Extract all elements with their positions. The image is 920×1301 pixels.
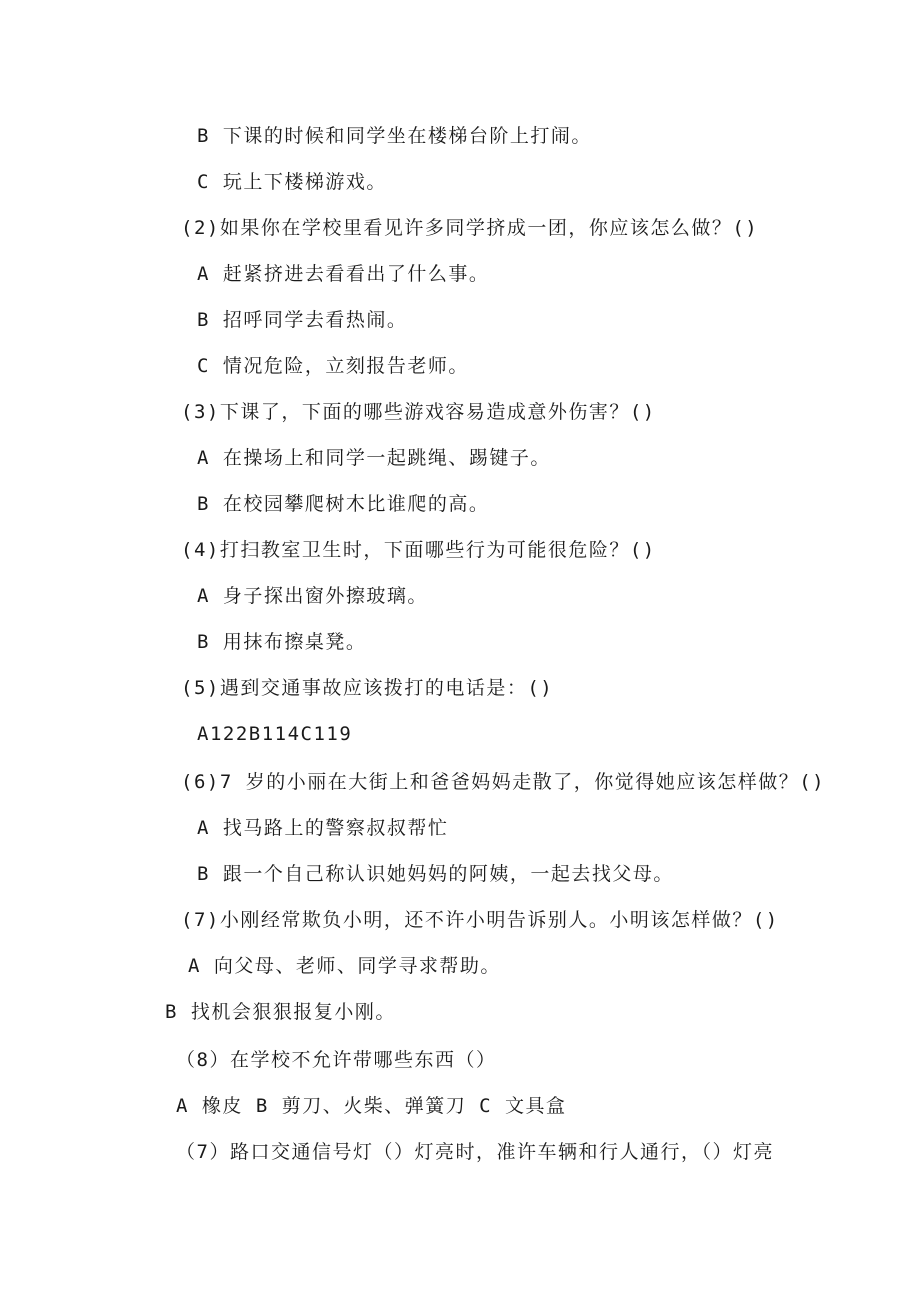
question-line: (5)遇到交通事故应该拨打的电话是：(): [181, 677, 554, 699]
question-line: （7）路口交通信号灯（）灯亮时，准许车辆和行人通行，（）灯亮: [176, 1141, 774, 1163]
option-line: A 在操场上和同学一起跳绳、踢键子。: [197, 447, 551, 469]
question-line: （8）在学校不允许带哪些东西（）: [176, 1049, 497, 1071]
option-line: B 用抹布擦桌凳。: [197, 631, 367, 653]
option-line: B 跟一个自己称认识她妈妈的阿姨，一起去找父母。: [197, 863, 674, 885]
question-line: (6)7 岁的小丽在大街上和爸爸妈妈走散了，你觉得她应该怎样做？(): [181, 771, 826, 793]
question-line: (7)小刚经常欺负小明，还不许小明告诉别人。小明该怎样做？(): [181, 909, 779, 931]
question-line: (4)打扫教室卫生时，下面哪些行为可能很危险？(): [181, 539, 656, 561]
option-line: A 橡皮 B 剪刀、火柴、弹簧刀 C 文具盒: [176, 1095, 567, 1117]
option-line: A 找马路上的警察叔叔帮忙: [197, 817, 449, 839]
option-line: B 在校园攀爬树木比谁爬的高。: [197, 493, 490, 515]
option-line: B 招呼同学去看热闹。: [197, 309, 408, 331]
question-line: (3)下课了，下面的哪些游戏容易造成意外伤害？(): [181, 401, 656, 423]
question-line: (2)如果你在学校里看见许多同学挤成一团，你应该怎么做？(): [181, 217, 759, 239]
option-line: A 向父母、老师、同学寻求帮助。: [188, 955, 501, 977]
option-line: A 赶紧挤进去看看出了什么事。: [197, 263, 490, 285]
option-line: C 玩上下楼梯游戏。: [197, 171, 387, 193]
option-line: C 情况危险，立刻报告老师。: [197, 355, 469, 377]
option-line: A 身子探出窗外擦玻璃。: [197, 585, 428, 607]
option-line: B 下课的时候和同学坐在楼梯台阶上打闹。: [197, 125, 592, 147]
option-line: A122B114C119: [197, 723, 353, 745]
option-line: B 找机会狠狠报复小刚。: [165, 1001, 396, 1023]
